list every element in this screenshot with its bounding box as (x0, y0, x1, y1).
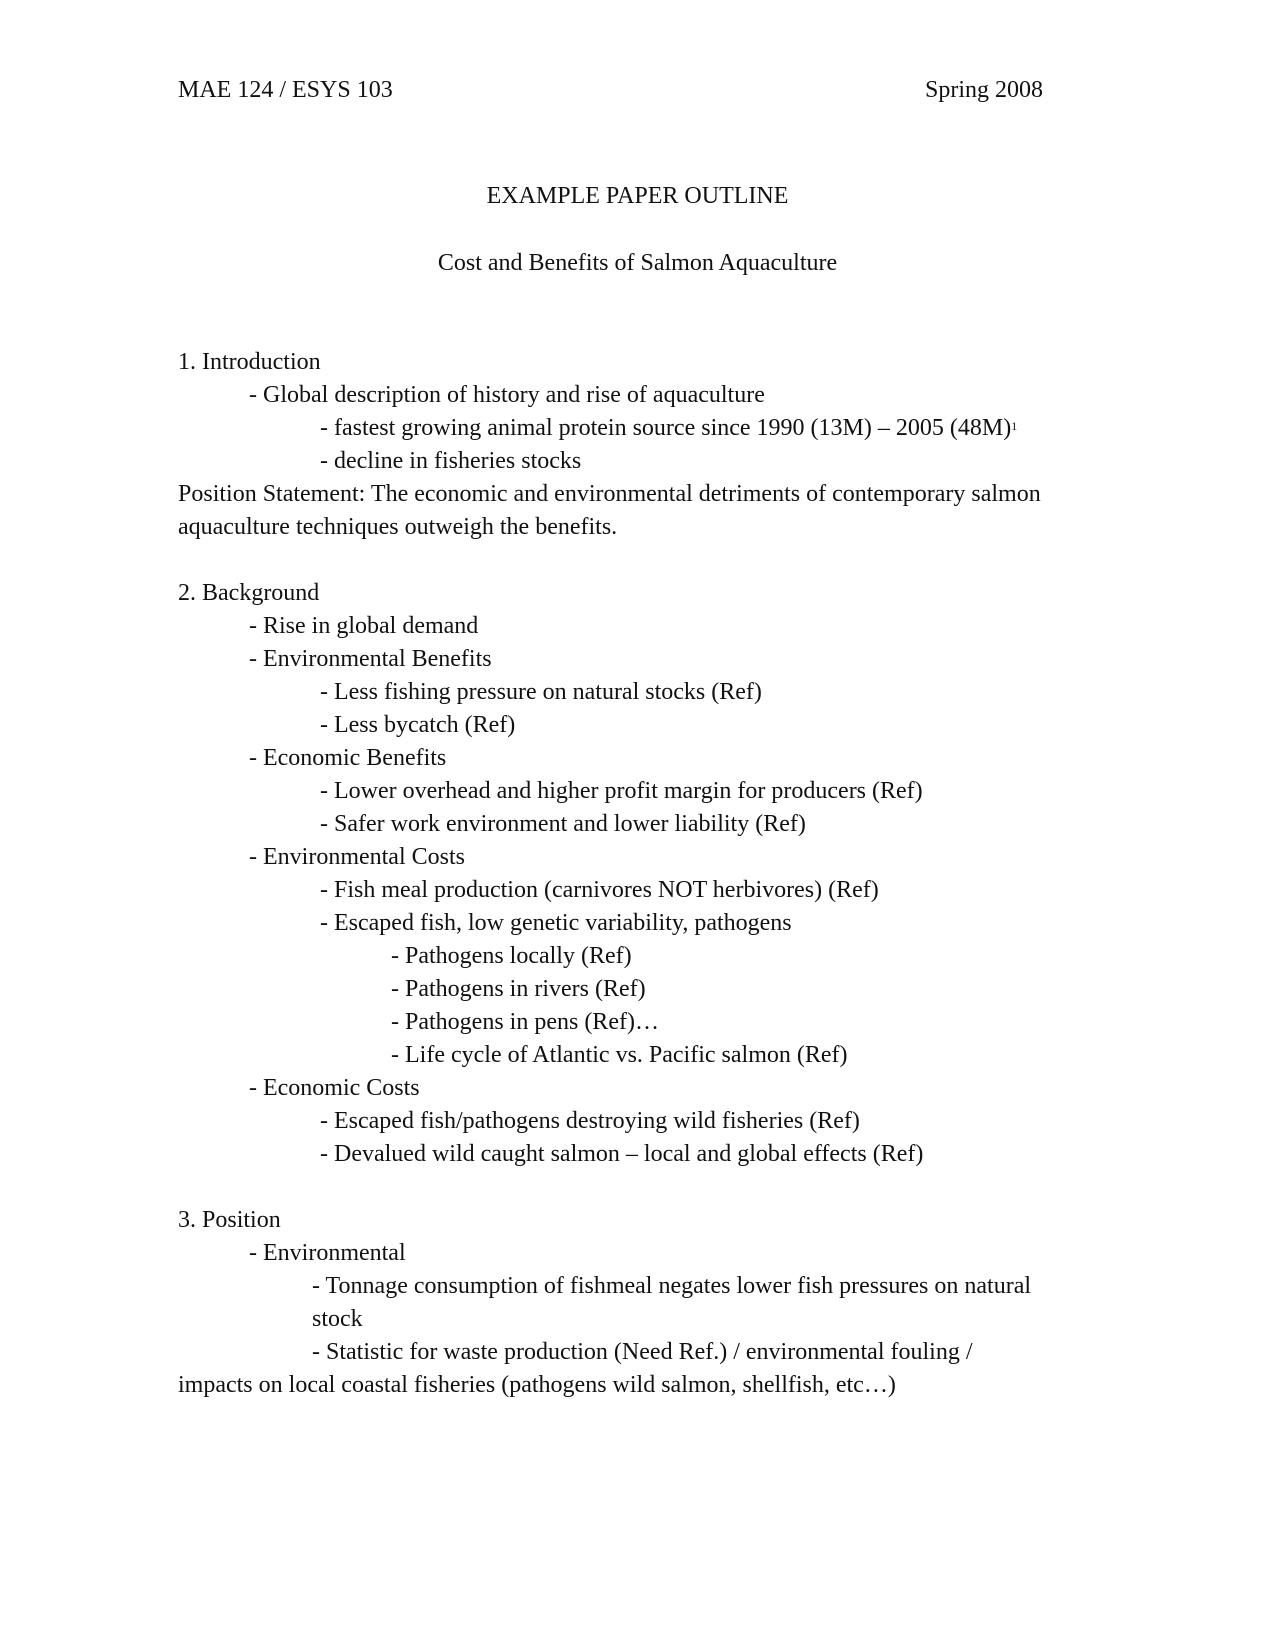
background-item: - Environmental Benefits (249, 646, 492, 672)
background-subsubitem: - Pathogens in rivers (Ref) (391, 976, 646, 1002)
background-item: - Environmental Costs (249, 844, 465, 870)
section-position-heading: 3. Position (178, 1207, 281, 1233)
intro-subitem (320, 414, 1017, 442)
intro-item: - Global description of history and rise of aquaculture (249, 382, 765, 408)
term: Spring 2008 (924, 77, 1043, 103)
course-code: MAE 124 / ESYS 103 (178, 77, 393, 103)
position-subitem: - Tonnage consumption of fishmeal negates lower fish pressures on natural (312, 1273, 1032, 1299)
position-subitem-continuation: stock (312, 1306, 363, 1332)
position-item: - Environmental (249, 1240, 406, 1266)
background-subitem: - Less fishing pressure on natural stocks (Ref) (320, 679, 762, 705)
background-subitem: - Escaped fish, low genetic variability, pathogens (320, 910, 792, 936)
background-subitem: - Devalued wild caught salmon – local and global effects (Ref) (320, 1141, 924, 1167)
background-subitem: - Safer work environment and lower liability (Ref) (320, 811, 806, 837)
background-subsubitem: - Life cycle of Atlantic vs. Pacific salmon (Ref) (391, 1042, 848, 1068)
intro-subitem: - decline in fisheries stocks (320, 448, 582, 474)
position-statement-line: Position Statement: The economic and environmental detriments of contemporary salmon (178, 481, 1041, 507)
position-statement-line: aquaculture techniques outweigh the benefits. (178, 514, 618, 540)
background-item: - Rise in global demand (249, 613, 479, 639)
background-subitem: - Less bycatch (Ref) (320, 712, 516, 738)
background-subitem: - Lower overhead and higher profit margin for producers (Ref) (320, 778, 923, 804)
intro-subitem-text: - fastest growing animal protein source since 1990 (13M) – 2005 (48M) (320, 415, 1012, 441)
footnote-marker: 1 (1011, 419, 1018, 433)
document-type: EXAMPLE PAPER OUTLINE (486, 183, 789, 209)
background-subsubitem: - Pathogens in pens (Ref)… (391, 1009, 659, 1035)
background-subitem: - Escaped fish/pathogens destroying wild fisheries (Ref) (320, 1108, 860, 1134)
background-subitem: - Fish meal production (carnivores NOT herbivores) (Ref) (320, 877, 879, 903)
section-introduction-heading: 1. Introduction (178, 349, 321, 375)
paper-title: Cost and Benefits of Salmon Aquaculture (437, 250, 838, 276)
background-subsubitem: - Pathogens locally (Ref) (391, 943, 632, 969)
background-item: - Economic Benefits (249, 745, 447, 771)
position-subitem-continuation: impacts on local coastal fisheries (pathogens wild salmon, shellfish, etc…) (178, 1372, 896, 1398)
section-background-heading: 2. Background (178, 580, 320, 606)
position-subitem: - Statistic for waste production (Need Ref.) / environmental fouling / (312, 1339, 973, 1365)
background-item: - Economic Costs (249, 1075, 420, 1101)
